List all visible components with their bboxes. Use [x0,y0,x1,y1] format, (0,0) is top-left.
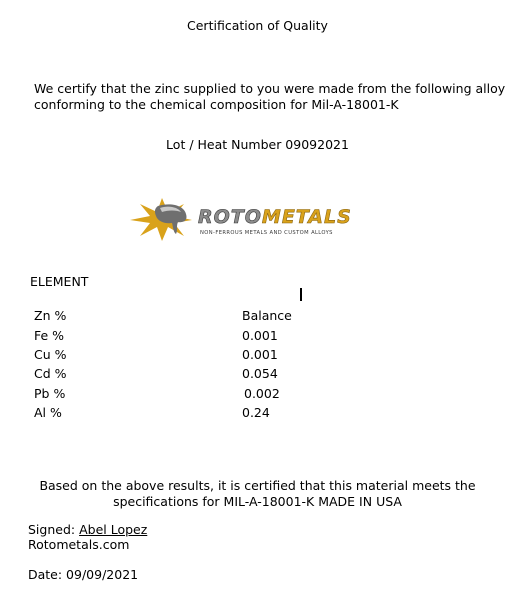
lot-heat-number: Lot / Heat Number 09092021 [166,137,349,152]
element-name-cd: Cd % [34,366,67,381]
element-value-cd: 0.054 [242,366,278,381]
element-name-al: Al % [34,405,62,420]
conclusion-line-1: Based on the above results, it is certified that this material meets the [39,478,476,493]
statement-line-1: We certify that the zinc supplied to you were made from the following alloy [34,81,506,96]
signed-label: Signed: [28,522,80,537]
element-value-zn: Balance [242,308,292,323]
conclusion-statement [0,478,515,510]
logo-wordmark: ROTOMETALS [198,206,352,228]
element-name-cu: Cu % [34,347,67,362]
element-name-fe: Fe % [34,328,65,343]
conclusion-line-2: specifications for MIL-A-18001-K MADE IN USA [113,494,402,509]
element-name-pb: Pb % [34,386,66,401]
certification-statement [34,81,505,113]
certification-date: Date: 09/09/2021 [28,567,139,582]
text-cursor [300,288,302,301]
company-name: Rotometals.com [28,537,130,552]
signer-name: Abel Lopez [79,522,148,537]
element-name-zn: Zn % [34,308,67,323]
element-value-al: 0.24 [242,405,270,420]
rotometals-logo [126,196,421,242]
logo-tagline: NON-FERROUS METALS AND CUSTOM ALLOYS [200,230,333,236]
element-value-pb: 0.002 [244,386,280,401]
element-value-cu: 0.001 [242,347,278,362]
page-title: Certification of Quality [187,18,328,33]
signature-line [28,522,147,537]
element-column-header: ELEMENT [30,274,89,289]
statement-line-2: conforming to the chemical composition for Mil-A-18001-K [34,97,399,112]
element-value-fe: 0.001 [242,328,278,343]
